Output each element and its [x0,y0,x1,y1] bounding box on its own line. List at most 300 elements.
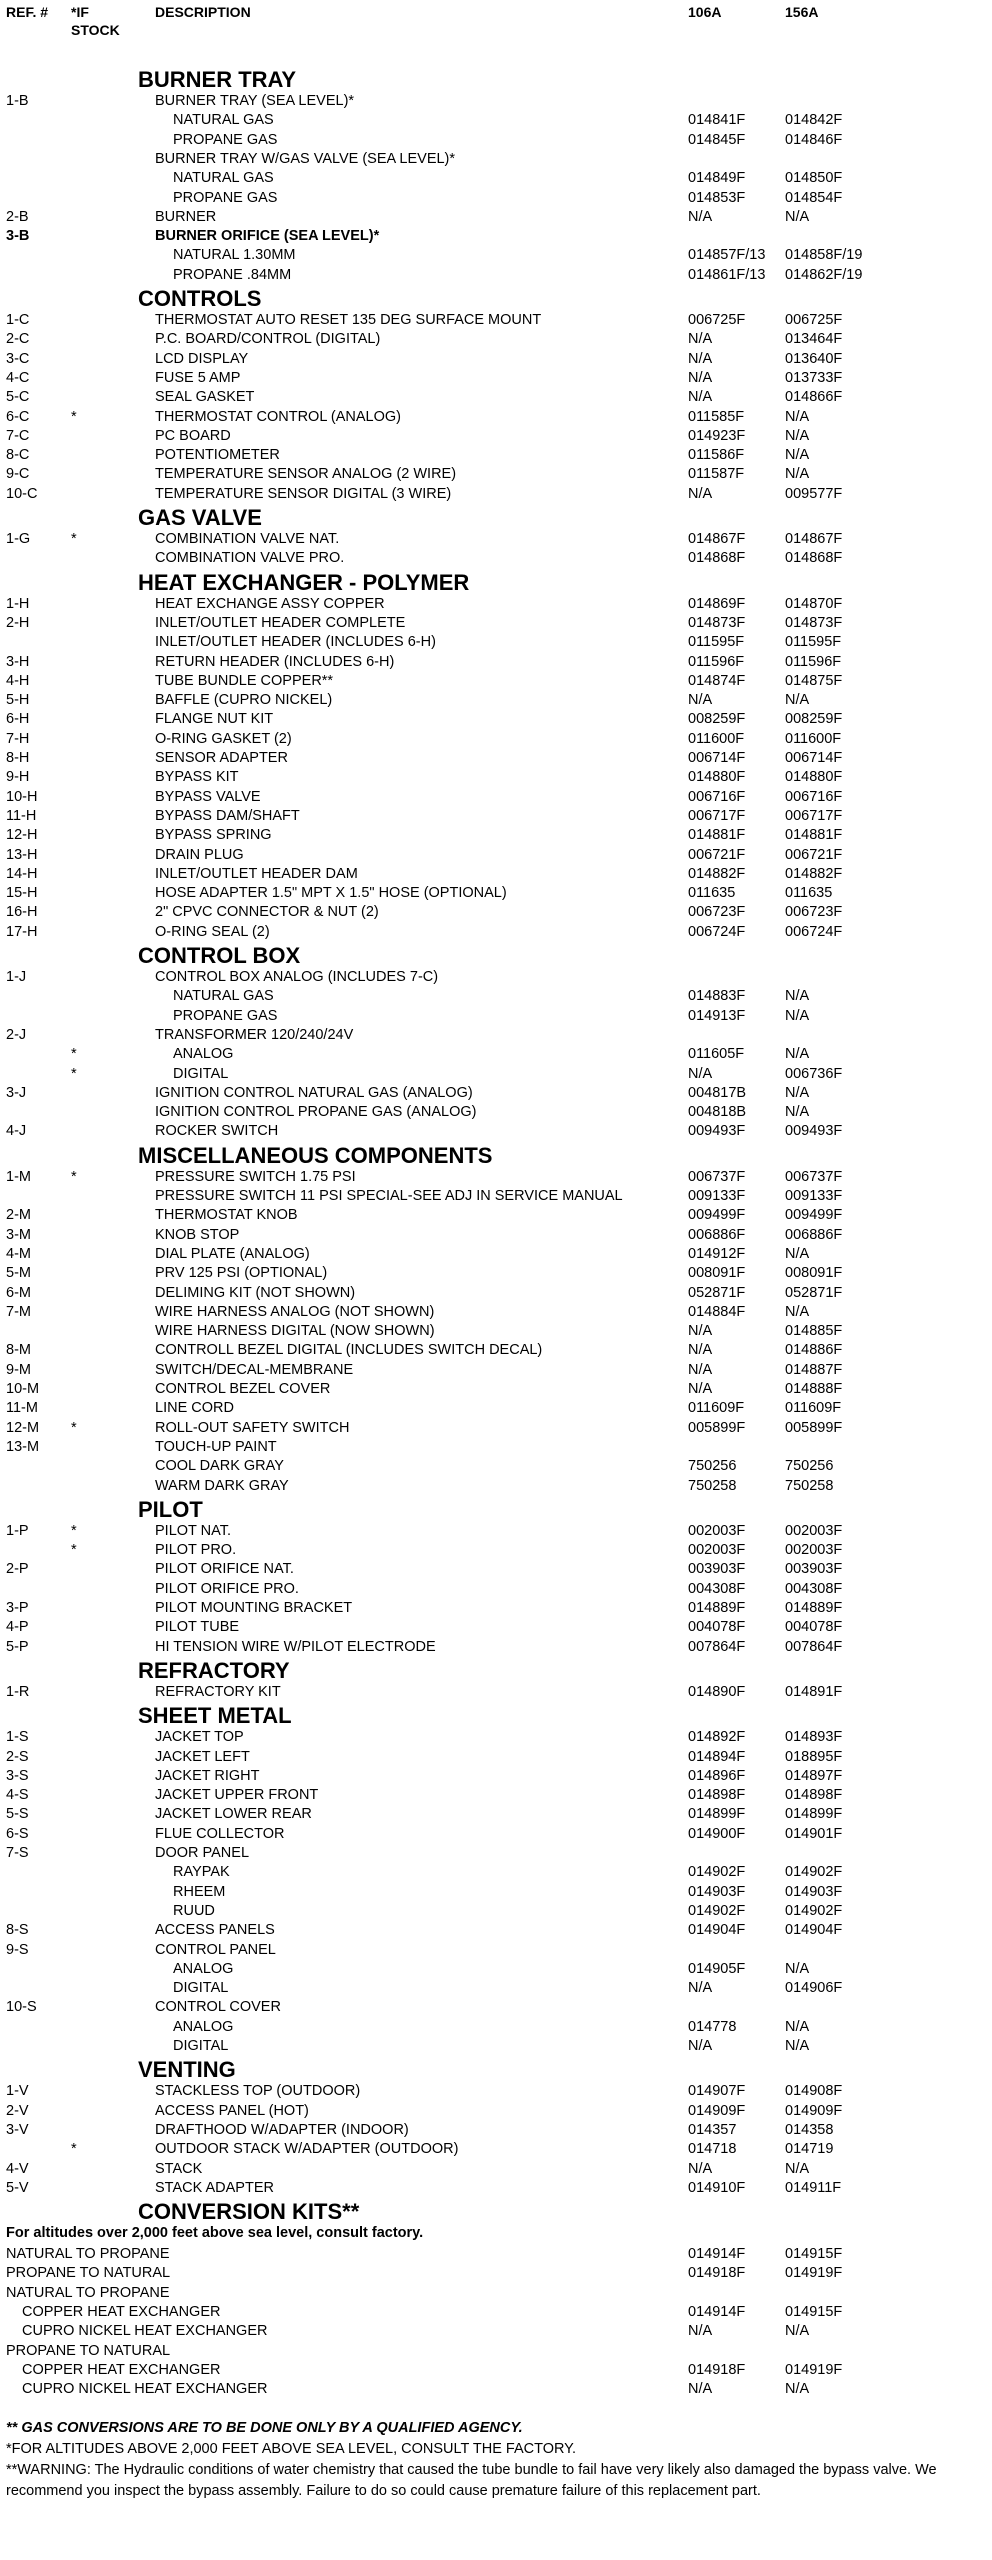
part-description: BYPASS SPRING [155,827,272,844]
part-number-156a: N/A [785,408,810,425]
part-number-106a: 014868F [688,550,746,567]
table-row [0,846,992,865]
part-description: HI TENSION WIRE W/PILOT ELECTRODE [155,1638,436,1655]
part-description: PILOT PRO. [155,1542,237,1559]
table-row [0,1457,992,1476]
part-number-106a: 014841F [688,112,746,129]
part-description: CONTROL BOX ANALOG (INCLUDES 7-C) [155,969,439,985]
table-row [0,1026,992,1045]
part-number-106a: 014900F [688,1825,746,1842]
part-description: PROPANE GAS [173,189,278,206]
table-row [0,369,992,388]
part-number-156a: N/A [785,1104,810,1121]
part-number-106a: 011587F [688,466,745,483]
table-row [0,350,992,369]
part-ref-number: 1-G [6,531,31,547]
part-description: O-RING SEAL (2) [155,923,270,940]
table-row [0,530,992,549]
part-ref-number: 3-V [6,2121,29,2138]
part-number-156a: 014854F [785,189,843,206]
part-number-106a: 006886F [688,1226,746,1243]
part-number-106a: 014882F [688,865,746,882]
table-row [0,2264,992,2283]
part-ref-number: 7-C [6,427,30,444]
part-number-156a: 014881F [785,827,843,844]
part-ref-number: 11-M [6,1400,38,1417]
part-number-106a: 014896F [688,1767,746,1784]
table-row [0,1541,992,1560]
part-description: ANALOG [173,1960,234,1977]
part-description: WIRE HARNESS ANALOG (NOT SHOWN) [155,1303,435,1320]
part-number-156a: 014904F [785,1922,843,1939]
part-number-106a: 011635 [688,885,736,902]
table-row [0,2037,992,2056]
part-number-106a: N/A [688,208,713,225]
part-number-156a: N/A [785,1245,810,1262]
table-row [0,1618,992,1637]
stock-marker: * [71,1419,77,1436]
part-number-156a: 014919F [785,2361,843,2378]
header-stock-line1: *IF [71,4,89,20]
part-number-156a: 014885F [785,1323,843,1340]
part-number-106a: 006721F [688,846,746,863]
table-row [0,1580,992,1599]
table-row [0,1844,992,1863]
part-ref-number: 2-C [6,331,30,348]
part-number-106a: 006724F [688,923,746,940]
table-row [0,208,992,227]
part-description: JACKET UPPER FRONT [155,1787,319,1804]
table-row [0,1979,992,1998]
part-number-106a: N/A [688,369,713,386]
table-row [0,2082,992,2101]
table-row [0,1187,992,1206]
kit-description: PROPANE TO NATURAL [6,2342,171,2359]
part-number-106a: 006725F [688,312,746,328]
part-ref-number: 3-J [6,1084,27,1101]
part-number-106a: 014898F [688,1787,746,1804]
part-number-106a: 014718 [688,2141,737,2158]
part-number-106a: 006716F [688,788,746,805]
part-description: BURNER TRAY W/GAS VALVE (SEA LEVEL)* [155,150,456,167]
table-row [0,1226,992,1245]
part-description: DRAFTHOOD W/ADAPTER (INDOOR) [155,2121,409,2138]
part-number-156a: 014858F/19 [785,247,863,264]
section-title: CONVERSION KITS** [138,2199,360,2225]
part-number-106a: N/A [688,2381,713,2398]
part-ref-number: 7-M [6,1303,31,1320]
part-ref-number: 9-H [6,769,30,786]
part-description: TUBE BUNDLE COPPER** [155,672,334,689]
header-col-106a: 106A [688,4,722,20]
part-ref-number: 6-S [6,1825,29,1842]
part-description: SENSOR ADAPTER [155,750,288,766]
part-description: THERMOSTAT KNOB [155,1207,298,1224]
part-ref-number: 10-S [6,1999,37,2016]
table-row [0,1477,992,1496]
table-row [0,1303,992,1322]
table-row [0,1560,992,1579]
part-ref-number: 7-H [6,730,30,747]
part-number-156a: 006717F [785,807,843,824]
part-number-106a: 006723F [688,904,746,921]
table-row [0,691,992,710]
part-number-106a: 014914F [688,2304,746,2320]
part-ref-number: 5-S [6,1806,29,1823]
part-ref-number: 5-C [6,389,30,406]
part-number-106a: 750258 [688,1477,737,1494]
part-description: TOUCH-UP PAINT [155,1438,277,1455]
part-description: PRESSURE SWITCH 1.75 PSI [155,1168,356,1185]
part-ref-number: 3-C [6,350,30,367]
part-description: JACKET TOP [155,1729,244,1746]
part-ref-number: 2-J [6,1026,27,1043]
part-description: CONTROL PANEL [155,1941,276,1958]
part-description: BAFFLE (CUPRO NICKEL) [155,692,333,709]
part-description: LINE CORD [155,1400,234,1417]
part-number-106a: 014918F [688,2265,746,2282]
part-number-106a: 011609F [688,1400,745,1417]
table-row [0,2179,992,2198]
part-number-156a: N/A [785,692,810,709]
part-number-106a: N/A [688,2160,713,2177]
part-ref-number: 4-S [6,1787,29,1804]
part-number-156a: 014850F [785,170,843,187]
part-description: DELIMING KIT (NOT SHOWN) [155,1284,356,1301]
part-number-106a: 014903F [688,1883,746,1900]
stock-marker: * [71,1542,77,1559]
part-number-106a: 014905F [688,1960,746,1977]
part-number-106a: 014909F [688,2102,746,2119]
table-row [0,1825,992,1844]
part-description: DOOR PANEL [155,1845,250,1861]
part-number-106a: 014918F [688,2361,746,2378]
stock-marker: * [71,531,77,547]
part-number-106a: N/A [688,331,713,348]
table-row [0,1863,992,1882]
table-row [0,595,992,614]
part-number-156a: 014867F [785,531,843,547]
table-row [0,1007,992,1026]
part-number-156a: 002003F [785,1522,843,1539]
table-row [0,614,992,633]
part-ref-number: 5-H [6,692,30,709]
part-number-156a: 002003F [785,1542,843,1559]
part-ref-number: 2-B [6,208,29,225]
section-title: HEAT EXCHANGER - POLYMER [138,569,470,595]
part-description: COMBINATION VALVE NAT. [155,531,340,547]
part-number-156a: 750258 [785,1477,834,1494]
table-row [0,749,992,768]
part-number-106a: N/A [688,1361,713,1378]
part-number-106a: N/A [688,1381,713,1397]
part-description: IGNITION CONTROL PROPANE GAS (ANALOG) [155,1104,477,1121]
part-ref-number: 2-S [6,1748,29,1765]
part-number-106a: 008259F [688,711,746,728]
conversion-note: For altitudes over 2,000 feet above sea level, consult factory. [6,2225,424,2242]
table-row [0,388,992,407]
part-number-156a: N/A [785,1046,810,1063]
part-number-106a: 004818B [688,1104,747,1121]
table-row [0,807,992,826]
part-description: CONTROL COVER [155,1999,281,2016]
part-ref-number: 3-S [6,1767,29,1784]
part-ref-number: 7-S [6,1845,29,1861]
part-description: INLET/OUTLET HEADER COMPLETE [155,614,406,631]
part-description: BURNER ORIFICE (SEA LEVEL)* [155,228,380,245]
part-description: PC BOARD [155,427,231,444]
part-number-106a: 014910F [688,2179,746,2196]
part-number-106a: 014923F [688,427,746,444]
part-number-156a: 014906F [785,1980,843,1997]
table-row [0,92,992,111]
part-number-106a: N/A [688,350,713,367]
part-number-106a: 003903F [688,1561,746,1578]
part-description: FLANGE NUT KIT [155,711,274,728]
part-number-106a: 014883F [688,988,746,1005]
part-description: ROCKER SWITCH [155,1123,279,1140]
table-row [0,150,992,169]
part-description: JACKET LEFT [155,1748,250,1765]
part-number-106a: 014873F [688,614,746,631]
part-number-106a: 014357 [688,2121,737,2138]
part-description: RAYPAK [173,1864,230,1881]
part-description: O-RING GASKET (2) [155,730,292,747]
stock-marker: * [71,1522,77,1539]
part-description: NATURAL GAS [173,988,274,1005]
part-number-106a: 002003F [688,1542,746,1559]
part-number-106a: 011596F [688,653,745,670]
part-ref-number: 1-S [6,1729,29,1746]
part-number-156a: 004078F [785,1619,843,1636]
part-description: REFRACTORY KIT [155,1683,281,1700]
table-row [0,1419,992,1438]
table-row [0,1168,992,1187]
part-description: INLET/OUTLET HEADER DAM [155,865,358,882]
part-number-156a: 014846F [785,131,843,148]
part-number-106a: N/A [688,1323,713,1340]
part-description: ACCESS PANELS [155,1922,275,1939]
part-number-156a: 013464F [785,331,843,348]
part-description: SWITCH/DECAL-MEMBRANE [155,1361,354,1378]
part-ref-number: 8-S [6,1922,29,1939]
table-row [0,427,992,446]
part-number-156a: 052871F [785,1284,843,1301]
table-row [0,903,992,922]
part-number-106a: N/A [688,1065,713,1082]
footnote-altitude: *FOR ALTITUDES ABOVE 2,000 FEET ABOVE SEA LEVEL, CONSULT THE FACTORY. [6,2440,577,2457]
table-row [0,1284,992,1303]
table-row [0,987,992,1006]
part-number-106a: 014861F/13 [688,266,766,283]
table-row [0,1361,992,1380]
table-row [0,2018,992,2037]
part-number-156a: 006724F [785,923,843,940]
part-number-106a: 014853F [688,189,746,206]
part-ref-number: 3-B [6,228,30,245]
part-number-156a: N/A [785,2160,810,2177]
part-number-106a: 014884F [688,1303,746,1320]
part-number-156a: 008091F [785,1265,843,1282]
part-number-106a: 014889F [688,1600,746,1616]
part-description: JACKET RIGHT [155,1767,260,1784]
table-row [0,1103,992,1122]
table-row [0,653,992,672]
part-number-156a: 014842F [785,112,843,129]
part-description: TRANSFORMER 120/240/24V [155,1026,354,1043]
part-ref-number: 1-J [6,969,27,985]
part-description: BURNER [155,208,217,225]
kit-description: CUPRO NICKEL HEAT EXCHANGER [22,2323,268,2340]
table-row [0,2284,992,2303]
part-number-106a: 014869F [688,595,746,612]
part-description: FUSE 5 AMP [155,369,241,386]
part-number-106a: 014867F [688,531,746,547]
part-number-106a: 014899F [688,1806,746,1823]
part-ref-number: 12-H [6,827,38,844]
part-ref-number: 4-M [6,1245,31,1262]
part-ref-number: 4-C [6,369,30,386]
table-row [0,2322,992,2341]
stock-marker: * [71,408,77,425]
part-number-156a: 014909F [785,2102,843,2119]
part-number-156a: 014903F [785,1883,843,1900]
part-description: FLUE COLLECTOR [155,1825,285,1842]
part-number-106a: 014778 [688,2018,737,2035]
table-row [0,2102,992,2121]
header-stock-line2: STOCK [71,22,120,38]
part-ref-number: 3-M [6,1226,31,1243]
part-description: PROPANE .84MM [173,266,292,283]
part-number-106a: 006714F [688,750,746,766]
part-number-156a: 011609F [785,1400,842,1417]
part-description: BURNER TRAY (SEA LEVEL)* [155,93,355,109]
part-description: KNOB STOP [155,1226,240,1243]
part-ref-number: 11-H [6,807,37,824]
part-ref-number: 12-M [6,1419,40,1436]
part-description: POTENTIOMETER [155,447,280,464]
part-number-156a: 014897F [785,1767,843,1784]
part-number-106a: 011586F [688,447,745,464]
table-row [0,2160,992,2179]
part-number-156a: 014873F [785,614,843,631]
part-number-106a: 014907F [688,2083,746,2100]
part-number-106a: N/A [688,2038,713,2054]
part-ref-number: 13-M [6,1438,40,1455]
table-row [0,923,992,942]
table-row [0,485,992,504]
table-row [0,1960,992,1979]
part-description: RUUD [173,1902,215,1919]
part-description: ROLL-OUT SAFETY SWITCH [155,1419,350,1436]
part-number-106a: N/A [688,389,713,406]
part-description: TEMPERATURE SENSOR ANALOG (2 WIRE) [155,466,457,483]
table-row [0,1941,992,1960]
table-row [0,1683,992,1702]
part-number-156a: N/A [785,1007,810,1024]
part-number-156a: N/A [785,1084,810,1101]
part-ref-number: 4-H [6,672,30,689]
part-number-156a: 009493F [785,1123,843,1140]
part-ref-number: 5-M [6,1265,31,1282]
part-number-106a: 014912F [688,1245,746,1262]
part-number-156a: 014908F [785,2083,843,2100]
part-number-156a: 006725F [785,312,843,328]
part-number-156a: 006737F [785,1168,843,1185]
part-description: THERMOSTAT AUTO RESET 135 DEG SURFACE MOUNT [155,312,542,328]
part-number-156a: 018895F [785,1748,843,1765]
table-row [0,465,992,484]
part-description: OUTDOOR STACK W/ADAPTER (OUTDOOR) [155,2141,459,2158]
part-number-156a: 006736F [785,1065,843,1082]
part-ref-number: 9-C [6,466,30,483]
part-ref-number: 8-H [6,750,30,766]
table-row [0,633,992,652]
part-number-106a: 006737F [688,1168,746,1185]
table-row [0,169,992,188]
part-ref-number: 2-V [6,2102,29,2119]
table-row [0,1638,992,1657]
table-row [0,1380,992,1399]
part-number-156a: 011595F [785,634,842,651]
table-row [0,1341,992,1360]
part-ref-number: 1-H [6,595,30,612]
part-number-106a: N/A [688,692,713,709]
part-ref-number: 4-V [6,2160,29,2177]
part-description: SEAL GASKET [155,389,255,406]
part-number-106a: 014892F [688,1729,746,1746]
part-number-106a: 014904F [688,1922,746,1939]
part-number-106a: 014894F [688,1748,746,1765]
table-row [0,730,992,749]
part-ref-number: 9-S [6,1941,29,1958]
part-description: PILOT MOUNTING BRACKET [155,1600,353,1616]
part-description: 2" CPVC CONNECTOR & NUT (2) [155,904,379,921]
part-number-106a: 008091F [688,1265,746,1282]
part-description: DIGITAL [173,2038,229,2054]
part-number-156a: 014919F [785,2265,843,2282]
section-title: SHEET METAL [138,1703,292,1729]
section-title: REFRACTORY [138,1657,290,1683]
stock-marker: * [71,1046,77,1063]
part-number-156a: 014886F [785,1342,843,1359]
part-ref-number: 17-H [6,923,38,940]
part-number-156a: N/A [785,1303,810,1320]
part-description: PILOT NAT. [155,1522,232,1539]
part-number-106a: 007864F [688,1638,746,1655]
part-number-156a: 013640F [785,350,843,367]
part-description: HOSE ADAPTER 1.5" MPT X 1.5" HOSE (OPTIONAL) [155,885,507,902]
part-description: COMBINATION VALVE PRO. [155,550,345,567]
table-row [0,710,992,729]
part-description: DRAIN PLUG [155,846,244,863]
part-number-106a: 002003F [688,1522,746,1539]
part-number-156a: 009133F [785,1188,843,1204]
part-description: STACKLESS TOP (OUTDOOR) [155,2083,361,2100]
part-number-156a: 014898F [785,1787,843,1804]
part-number-156a: N/A [785,2381,810,2398]
part-description: DIAL PLATE (ANALOG) [155,1245,310,1262]
part-number-156a: 014911F [785,2179,842,2196]
part-number-106a: 004078F [688,1619,746,1636]
part-number-106a: 014914F [688,2246,746,2263]
part-number-106a: 014880F [688,769,746,786]
table-row [0,1264,992,1283]
part-description: ANALOG [173,1046,234,1063]
header-description: DESCRIPTION [155,4,251,20]
part-ref-number: 3-H [6,653,30,670]
part-number-156a: 014899F [785,1806,843,1823]
